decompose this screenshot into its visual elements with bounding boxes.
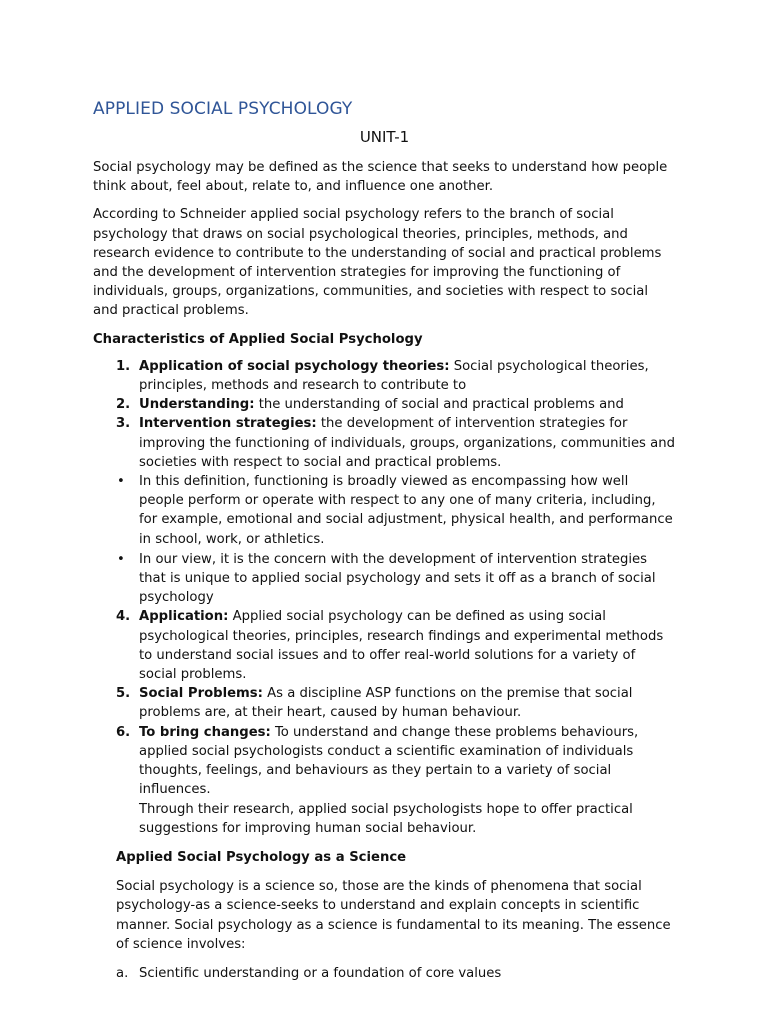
document-title: APPLIED SOCIAL PSYCHOLOGY: [93, 99, 353, 119]
characteristic-text: Applied social psychology can be defined as using social psychological theories, principles, research findings and experimental methods to understand social issues and to offer real-world solutions for a variety of social problems.: [139, 609, 664, 683]
characteristics-list: [93, 357, 676, 838]
characteristic-text: the development of intervention strategies for improving the functioning of individuals, groups, organizations, communities and societies with respect to social and practical problems.: [139, 416, 675, 470]
characteristic-term: Social Problems:: [139, 686, 263, 702]
characteristic-text: the understanding of social and practical problems and: [258, 397, 624, 413]
intro-paragraph-1: Social psychology may be defined as the science that seeks to understand how people think about, feel about, relate to, and influence one another.: [93, 160, 668, 195]
science-point-marker: a.: [116, 965, 129, 981]
intro-paragraph-2: According to Schneider applied social psychology refers to the branch of social psychology that draws on social psychological theories, principles, methods, and research evidence to contribute to the understanding of social and practical problems and the development of intervention strategies for improving the functioning of individuals, groups, organizations, communities, and societies with respect to social and practical problems.: [93, 207, 662, 319]
list-number: 6.: [116, 724, 131, 740]
characteristic-term: Application of social psychology theories:: [139, 358, 450, 374]
characteristic-item: [93, 607, 676, 684]
characteristic-item: [93, 414, 676, 472]
bullet-text: In our view, it is the concern with the development of intervention strategies that is unique to applied social psychology and sets it off as a branch of social psychology: [139, 551, 656, 606]
characteristic-text: Social psychological theories, principles, methods and research to contribute to: [139, 358, 649, 394]
unit-title: UNIT-1: [359, 128, 410, 146]
characteristic-term: To bring changes:: [139, 724, 271, 740]
list-number: 5.: [116, 686, 131, 702]
list-number: 4.: [116, 609, 131, 625]
science-paragraph: Social psychology is a science so, those are the kinds of phenomena that social psychology-as a science-seeks to understand and explain concepts in scientific manner. Social psychology as a science is fundamental to its meaning. The essence of science involves:: [116, 879, 671, 952]
characteristic-item: [93, 357, 676, 395]
characteristic-term: Application:: [139, 609, 229, 625]
characteristic-term: Intervention strategies:: [139, 416, 317, 432]
bullet-text: In this definition, functioning is broadly viewed as encompassing how well people perform or operate with respect to any one of many criteria, including, for example, emotional and social adjustment, physical health, and performance in school, work, or athletics.: [139, 474, 673, 547]
characteristics-heading: Characteristics of Applied Social Psychology: [93, 331, 423, 347]
science-point-text: Scientific understanding or a foundation of core values: [139, 965, 502, 981]
bullet-item: [93, 472, 676, 549]
characteristic-item: [93, 684, 676, 722]
list-number: 1.: [116, 358, 131, 374]
science-point-item: [116, 964, 676, 983]
characteristic-text: To understand and change these problems behaviours, applied social psychologists conduct a scientific examination of individuals thoughts, feelings, and behaviours as they pertain to a variety of social influences.: [139, 724, 639, 798]
list-number: 2.: [116, 397, 131, 413]
characteristic-item: [93, 723, 676, 838]
characteristic-text: As a discipline ASP functions on the premise that social problems are, at their heart, caused by human behaviour.: [139, 686, 633, 721]
bullet-icon: •: [117, 551, 125, 567]
list-number: 3.: [116, 416, 131, 432]
characteristic-item: [93, 395, 676, 414]
characteristic-extra-text: Through their research, applied social psychologists hope to offer practical suggestions for improving human social behaviour.: [139, 801, 633, 836]
science-heading: Applied Social Psychology as a Science: [116, 849, 407, 865]
characteristic-term: Understanding:: [139, 397, 255, 413]
science-points-list: [116, 964, 676, 983]
bullet-item: [93, 550, 676, 608]
bullet-icon: •: [117, 474, 125, 490]
science-section: [93, 848, 676, 983]
